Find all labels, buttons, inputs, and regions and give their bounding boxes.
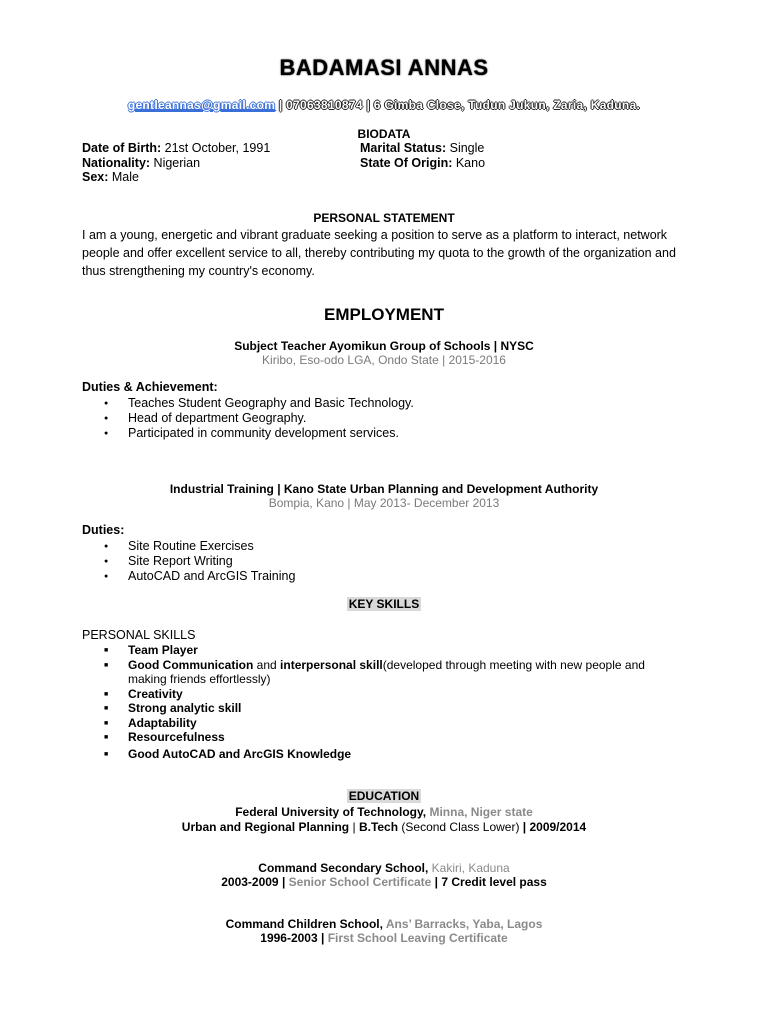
list-item: ■ Strong analytic skill bbox=[82, 701, 682, 716]
sex-value: Male bbox=[108, 170, 139, 184]
list-item: ● Participated in community development services. bbox=[82, 426, 414, 441]
job-2-sub: Bompia, Kano | May 2013- December 2013 bbox=[268, 496, 500, 510]
list-item: ■ Team Player bbox=[82, 643, 682, 658]
edu-1-sep: | bbox=[349, 820, 359, 834]
edu-3-cert: First School Leaving Certificate bbox=[327, 931, 508, 945]
statement-heading: PERSONAL STATEMENT bbox=[313, 211, 455, 225]
education-heading-text: EDUCATION bbox=[348, 789, 420, 803]
marital-row bbox=[360, 141, 484, 156]
nationality-value: Nigerian bbox=[150, 156, 201, 170]
skill-interpersonal-note: (developed through meeting with new people and making friends effortlessly) bbox=[128, 657, 645, 686]
list-item: ● Teaches Student Geography and Basic Technology. bbox=[82, 396, 414, 411]
edu-1-school-row bbox=[0, 805, 768, 819]
edu-1-place: Minna, Niger state bbox=[429, 805, 533, 819]
edu-2-result: | 7 Credit level pass bbox=[431, 875, 547, 889]
sex-label: Sex: bbox=[82, 170, 109, 184]
personal-skills-list bbox=[82, 643, 682, 761]
biodata-heading: BIODATA bbox=[357, 127, 411, 141]
edu-3-school-row bbox=[0, 917, 768, 931]
dob-row bbox=[82, 141, 270, 156]
edu-3-cert-row bbox=[0, 931, 768, 945]
edu-1-course: Urban and Regional Planning bbox=[181, 820, 350, 834]
list-item: ● AutoCAD and ArcGIS Training bbox=[82, 569, 295, 584]
marital-value: Single bbox=[446, 141, 485, 155]
edu-1-class: (Second Class Lower) bbox=[398, 820, 523, 834]
list-item: ■ Adaptability bbox=[82, 716, 682, 731]
job-1-duties-label: Duties & Achievement: bbox=[82, 380, 218, 394]
skill-communication: Good Communication bbox=[128, 657, 254, 672]
edu-2-school-row bbox=[0, 861, 768, 875]
job-1-sub: Kiribo, Eso-odo LGA, Ondo State | 2015-2016 bbox=[262, 353, 506, 367]
edu-2-cert-row bbox=[0, 875, 768, 889]
list-item: ■ Creativity bbox=[82, 687, 682, 702]
skill-connector: and bbox=[253, 657, 281, 672]
list-item: ■ Good AutoCAD and ArcGIS Knowledge bbox=[82, 747, 682, 762]
edu-3-place: Ans’ Barracks, Yaba, Lagos bbox=[385, 917, 543, 931]
edu-2-place: Kakiri, Kaduna bbox=[431, 861, 510, 875]
candidate-name: BADAMASI ANNAS bbox=[279, 55, 489, 80]
job-2-title: Industrial Training | Kano State Urban Planning and Development Authority bbox=[169, 482, 599, 496]
skill-interpersonal: interpersonal skill bbox=[280, 657, 383, 672]
key-skills-heading-text: KEY SKILLS bbox=[348, 597, 420, 611]
edu-3-school: Command Children School, bbox=[225, 917, 386, 931]
edu-1-school: Federal University of Technology, bbox=[235, 805, 430, 819]
edu-2-school: Command Secondary School, bbox=[258, 861, 432, 875]
job-1-duties bbox=[82, 396, 414, 441]
edu-1-course-row bbox=[0, 820, 768, 834]
dob-label: Date of Birth: bbox=[82, 141, 162, 155]
list-item: ● Site Routine Exercises bbox=[82, 539, 295, 554]
email-link[interactable]: gentleannas@gmail.com bbox=[127, 98, 276, 112]
nationality-label: Nationality: bbox=[82, 156, 151, 170]
dob-value: 21st October, 1991 bbox=[161, 141, 271, 155]
origin-label: State Of Origin: bbox=[360, 156, 453, 170]
education-heading bbox=[0, 789, 768, 803]
list-item: ● Site Report Writing bbox=[82, 554, 295, 569]
list-item bbox=[82, 658, 682, 687]
nationality-row bbox=[82, 156, 200, 171]
job-1-title: Subject Teacher Ayomikun Group of Schools | NYSC bbox=[234, 339, 534, 353]
sex-row bbox=[82, 170, 139, 185]
list-item: ● Head of department Geography. bbox=[82, 411, 414, 426]
employment-heading: EMPLOYMENT bbox=[324, 305, 444, 324]
list-item: ■ Resourcefulness bbox=[82, 730, 682, 745]
edu-3-years: 1996-2003 | bbox=[260, 931, 328, 945]
edu-2-cert: Senior School Certificate bbox=[288, 875, 432, 889]
marital-label: Marital Status: bbox=[360, 141, 447, 155]
personal-skills-label: PERSONAL SKILLS bbox=[82, 628, 196, 642]
edu-2-years: 2003-2009 | bbox=[221, 875, 289, 889]
origin-value: Kano bbox=[452, 156, 486, 170]
job-2-duties bbox=[82, 539, 295, 584]
statement-text: I am a young, energetic and vibrant graduate seeking a position to serve as a platform to interact, network people and offer excellent service to all, thereby contributing my quota to the growth of the organization and thus strengthening my country's economy. bbox=[82, 228, 676, 278]
edu-1-degree: B.Tech bbox=[358, 820, 399, 834]
contact-line bbox=[0, 98, 768, 112]
job-2-duties-label: Duties: bbox=[82, 523, 125, 537]
key-skills-heading bbox=[0, 597, 768, 611]
origin-row bbox=[360, 156, 485, 171]
contact-details: | 07063810874 | 6 Gimba Close, Tudun Jukun, Zaria, Kaduna. bbox=[275, 98, 641, 112]
edu-1-year: | 2009/2014 bbox=[522, 820, 587, 834]
